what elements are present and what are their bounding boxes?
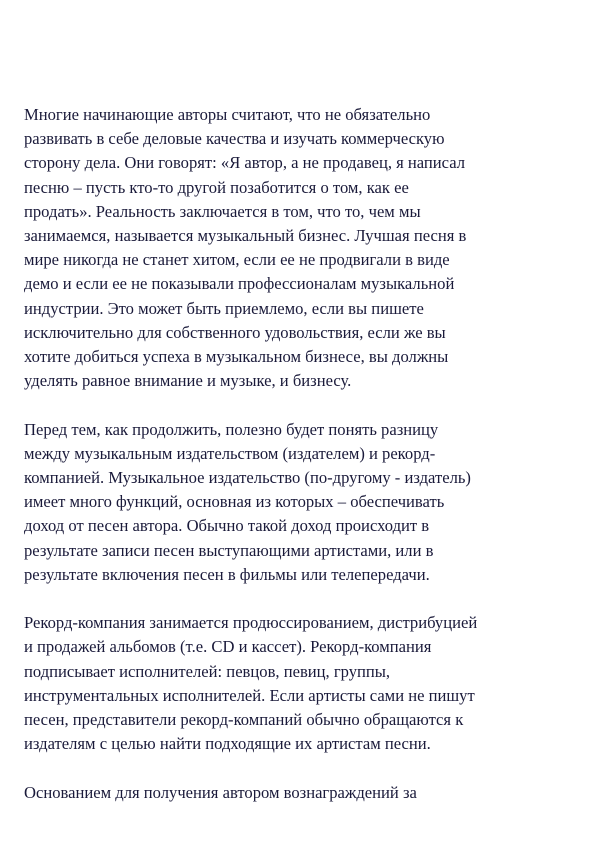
paragraph-spacer [24,393,576,417]
text-line: песен, представители рекорд-компаний обычно обращаются к [24,710,464,730]
text-line: результате записи песен выступающими артистами, или в [24,540,434,560]
text-line: и продажей альбомов (т.е. CD и кассет). Рекорд-компания [24,637,432,657]
text-line: доход от песен автора. Обычно такой доход происходит в [24,516,430,536]
text-line: песню – пусть кто-то другой позаботится о том, как ее [24,177,409,197]
paragraph-4 [24,781,576,805]
text-line: подписывает исполнителей: певцов, певиц, группы, [24,661,391,681]
text-line: издателям с целью найти подходящие их артистам песни. [24,734,431,754]
text-line: уделять равное внимание и музыке, и бизнесу. [24,371,352,391]
text-line: хотите добиться успеха в музыкальном бизнесе, вы должны [24,347,449,367]
paragraph-spacer [24,587,576,611]
text-line: индустрии. Это может быть приемлемо, если вы пишете [24,298,424,318]
paragraph-3 [24,611,576,756]
document-body [24,103,576,805]
text-line: компанией. Музыкальное издательство (по-другому - издатель) [24,468,471,488]
paragraph-1 [24,103,576,393]
text-line: имеет много функций, основная из которых – обеспечивать [24,492,445,512]
text-line: Многие начинающие авторы считают, что не обязательно [24,105,431,124]
text-line: сторону дела. Они говорят: «Я автор, а не продавец, я написал [24,153,466,173]
text-line: результате включения песен в фильмы или телепередачи. [24,564,430,584]
text-line: развивать в себе деловые качества и изучать коммерческую [24,129,445,149]
text-line: занимаемся, называется музыкальный бизнес. Лучшая песня в [24,226,467,246]
text-line: Перед тем, как продолжить, полезно будет понять разницу [24,419,439,439]
text-line: продать». Реальность заключается в том, что то, чем мы [24,201,421,221]
text-line: исключительно для собственного удовольствия, если же вы [24,322,446,342]
paragraph-2 [24,418,576,587]
text-line: Рекорд-компания занимается продюссированием, дистрибуцией [24,613,478,633]
text-line: мире никогда не станет хитом, если ее не продвигали в виде [24,250,450,270]
text-line: между музыкальным издательством (издателем) и рекорд- [24,443,436,463]
text-line: инструментальных исполнителей. Если артисты сами не пишут [24,685,475,705]
text-line: демо и если ее не показывали профессионалам музыкальной [24,274,455,294]
text-line: Основанием для получения автором вознаграждений за [24,782,417,802]
paragraph-spacer [24,756,576,780]
